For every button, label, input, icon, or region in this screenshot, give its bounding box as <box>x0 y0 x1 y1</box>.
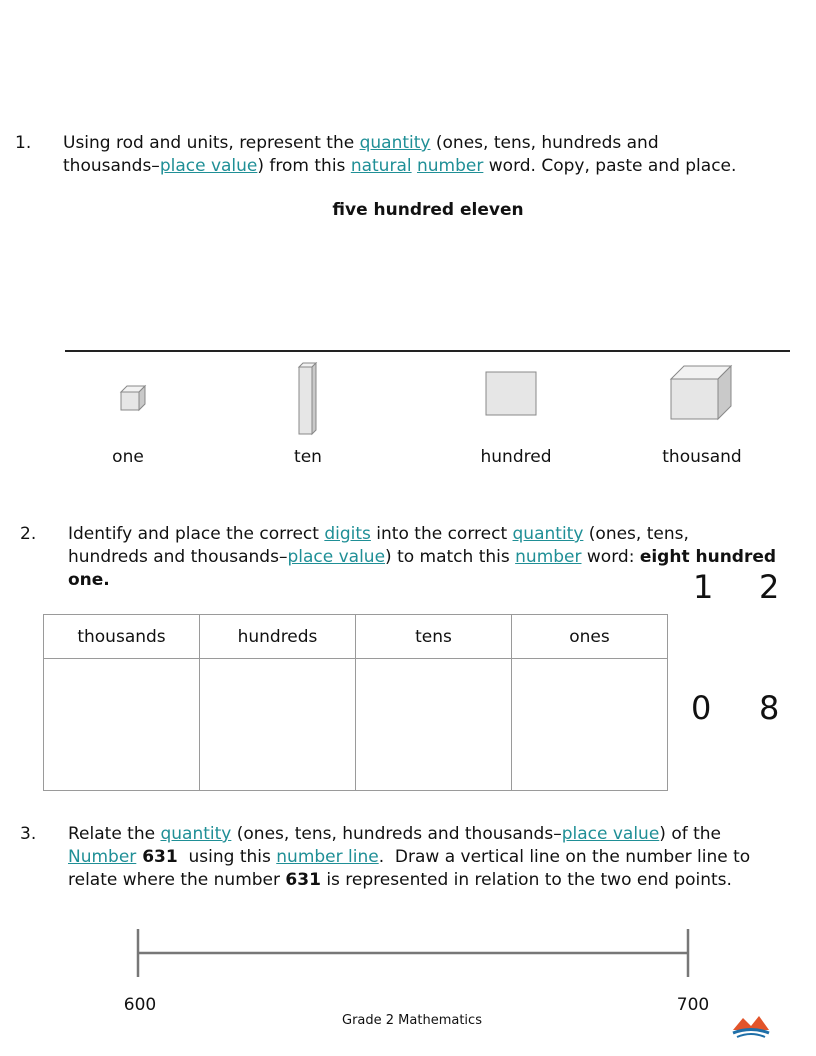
block-label-ten: ten <box>294 447 322 467</box>
q3-text: ) of the <box>659 824 722 844</box>
q2-line-2 <box>68 546 798 569</box>
header-ones: ones <box>512 615 668 659</box>
q1-number: 1. <box>15 133 32 153</box>
quantity-link[interactable]: quantity <box>359 133 431 153</box>
number-word: five hundred eleven <box>332 200 524 220</box>
q3-text: (ones, tens, hundreds and thousands– <box>231 824 562 844</box>
table-row <box>44 659 668 791</box>
number-link[interactable]: number <box>417 156 484 176</box>
answer-line[interactable] <box>65 350 790 352</box>
q2-text: word: <box>581 547 640 567</box>
q1-text: ) from this <box>257 156 351 176</box>
hundred-flat-icon[interactable] <box>484 370 540 418</box>
q1-text: Using rod and units, represent the <box>63 133 360 153</box>
q1-text: (ones, tens, hundreds and <box>430 133 659 153</box>
cell-tens[interactable] <box>356 659 512 791</box>
place-value-link[interactable]: place value <box>561 824 660 844</box>
q3-text: using this <box>177 847 277 867</box>
q3-line-2 <box>68 846 798 869</box>
digit-tile-8[interactable]: 8 <box>759 689 780 727</box>
q3-instructions <box>68 823 798 892</box>
q3-text: Relate the <box>68 824 161 844</box>
cell-thousands[interactable] <box>44 659 200 791</box>
block-label-thousand: thousand <box>662 447 742 467</box>
q1-line-1 <box>63 132 783 155</box>
digit-tile-0[interactable]: 0 <box>691 689 712 727</box>
q2-text: into the correct <box>370 524 513 544</box>
footer-text: Grade 2 Mathematics <box>342 1013 482 1028</box>
q3-text: relate where the number <box>68 870 286 890</box>
natural-link[interactable]: natural <box>350 156 412 176</box>
number-link[interactable]: Number <box>68 847 137 867</box>
number-line-start-label: 600 <box>123 995 157 1015</box>
q2-number: 2. <box>20 524 37 544</box>
number-link[interactable]: number <box>515 547 582 567</box>
header-tens: tens <box>356 615 512 659</box>
q2-number-word: eight hundred <box>639 547 777 567</box>
unit-cube-icon[interactable] <box>118 384 148 414</box>
number-line[interactable] <box>130 925 696 981</box>
q2-text: hundreds and thousands– <box>68 547 288 567</box>
q2-text: Identify and place the correct <box>68 524 325 544</box>
q3-target-number: 631 <box>136 847 178 867</box>
place-value-table <box>43 614 668 791</box>
q1-line-2 <box>63 155 783 178</box>
q2-text: (ones, tens, <box>583 524 689 544</box>
q1-text: word. Copy, paste and place. <box>483 156 737 176</box>
digits-link[interactable]: digits <box>324 524 371 544</box>
q3-line-1 <box>68 823 798 846</box>
q2-instructions <box>68 523 798 592</box>
q3-text: . Draw a vertical line on the number line to <box>378 847 751 867</box>
q3-number: 3. <box>20 824 37 844</box>
q2-number-word-end: one. <box>68 570 110 590</box>
cell-ones[interactable] <box>512 659 668 791</box>
block-label-hundred: hundred <box>480 447 552 467</box>
cell-hundreds[interactable] <box>200 659 356 791</box>
q2-text: ) to match this <box>385 547 516 567</box>
header-thousands: thousands <box>44 615 200 659</box>
q1-text: thousands– <box>63 156 160 176</box>
number-line-link[interactable]: number line <box>276 847 379 867</box>
header-hundreds: hundreds <box>200 615 356 659</box>
digit-tile-1[interactable]: 1 <box>693 568 714 606</box>
q3-line-3 <box>68 869 798 892</box>
q2-line-3 <box>68 569 798 592</box>
q1-instructions <box>63 132 783 178</box>
table-header-row <box>44 615 668 659</box>
place-value-link[interactable]: place value <box>159 156 258 176</box>
mountain-logo-icon <box>731 1012 771 1038</box>
quantity-link[interactable]: quantity <box>512 524 584 544</box>
block-label-one: one <box>112 447 144 467</box>
quantity-link[interactable]: quantity <box>160 824 232 844</box>
q2-line-1 <box>68 523 798 546</box>
ten-rod-icon[interactable] <box>297 362 319 436</box>
place-value-link[interactable]: place value <box>287 547 386 567</box>
digit-tile-2[interactable]: 2 <box>759 568 780 606</box>
q3-target-number: 631 <box>285 870 321 890</box>
number-line-end-label: 700 <box>676 995 710 1015</box>
q3-text: is represented in relation to the two end points. <box>320 870 732 890</box>
thousand-cube-icon[interactable] <box>668 363 734 423</box>
